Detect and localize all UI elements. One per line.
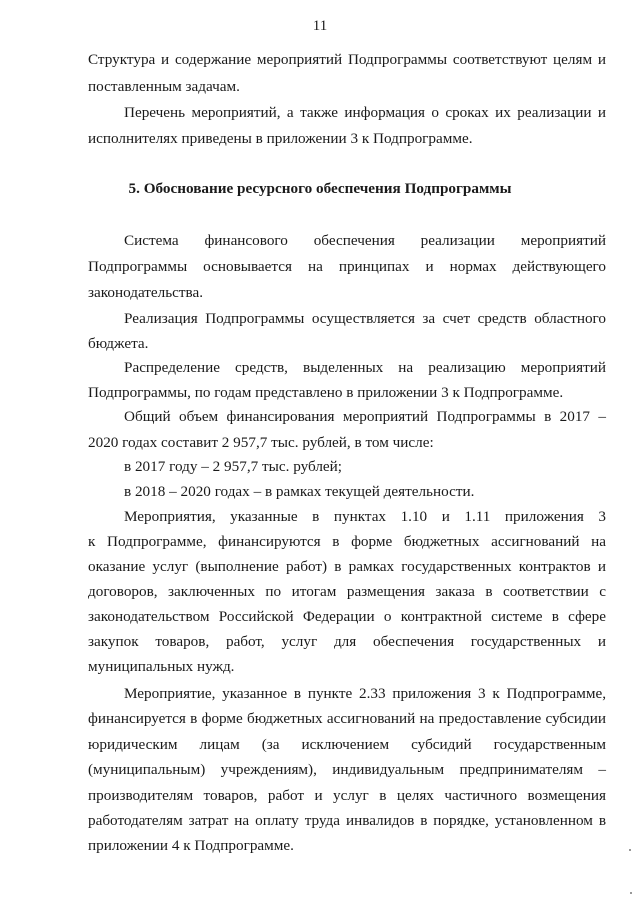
scan-speck	[630, 892, 632, 894]
text-line: к Подпрограмме, финансируются в форме бюджетных ассигнований на	[88, 533, 606, 550]
text-line: Реализация Подпрограммы осуществляется за счет средств областного	[124, 310, 606, 327]
text-line: 2020 годах составит 2 957,7 тыс. рублей, в том числе:	[88, 434, 434, 451]
text-line: закупок товаров, работ, услуг для обеспечения государственных и	[88, 633, 606, 650]
text-line: приложении 4 к Подпрограмме.	[88, 837, 294, 854]
text-line: (муниципальным) учреждениям), индивидуальным предпринимателям –	[88, 761, 606, 778]
text-line: муниципальных нужд.	[88, 658, 235, 675]
text-line: Подпрограммы, по годам представлено в приложении 3 к Подпрограмме.	[88, 384, 564, 401]
page-number: 11	[312, 18, 328, 34]
text-line: Подпрограммы основывается на принципах и нормах действующего	[88, 258, 606, 275]
text-line: законодательства.	[88, 284, 204, 301]
text-line: законодательством Российской Федерации о контрактной системе в сфере	[88, 608, 606, 625]
text-line: юридическим лицам (за исключением субсидий государственным	[88, 736, 606, 753]
text-line: Мероприятия, указанные в пунктах 1.10 и 1.11 приложения 3	[124, 508, 606, 525]
text-line: в 2018 – 2020 годах – в рамках текущей деятельности.	[124, 483, 475, 500]
text-line: финансируется в форме бюджетных ассигнований на предоставление субсидии	[88, 710, 606, 727]
text-line: Структура и содержание мероприятий Подпрограммы соответствуют целям и	[88, 51, 606, 68]
text-line: Распределение средств, выделенных на реализацию мероприятий	[124, 359, 606, 376]
text-line: поставленным задачам.	[88, 78, 240, 95]
text-line: договоров, заключенных по итогам размещения заказа в соответствии с	[88, 583, 606, 600]
text-line: исполнителях приведены в приложении 3 к Подпрограмме.	[88, 130, 473, 147]
text-line: работодателям затрат на оплату труда инвалидов в порядке, установленном в	[88, 812, 606, 829]
text-line: производителям товаров, работ и услуг в целях частичного возмещения	[88, 787, 606, 804]
text-line: Система финансового обеспечения реализации мероприятий	[124, 232, 606, 249]
section-heading: 5. Обоснование ресурсного обеспечения Подпрограммы	[128, 180, 512, 197]
text-line: бюджета.	[88, 335, 149, 352]
text-line: Общий объем финансирования мероприятий Подпрограммы в 2017 –	[124, 408, 606, 425]
text-line: Перечень мероприятий, а также информация о сроках их реализации и	[124, 104, 606, 121]
text-line: в 2017 году – 2 957,7 тыс. рублей;	[124, 458, 342, 475]
text-line: Мероприятие, указанное в пункте 2.33 приложения 3 к Подпрограмме,	[124, 685, 606, 702]
text-line: оказание услуг (выполнение работ) в рамках государственных контрактов и	[88, 558, 606, 575]
scan-speck	[629, 849, 631, 851]
